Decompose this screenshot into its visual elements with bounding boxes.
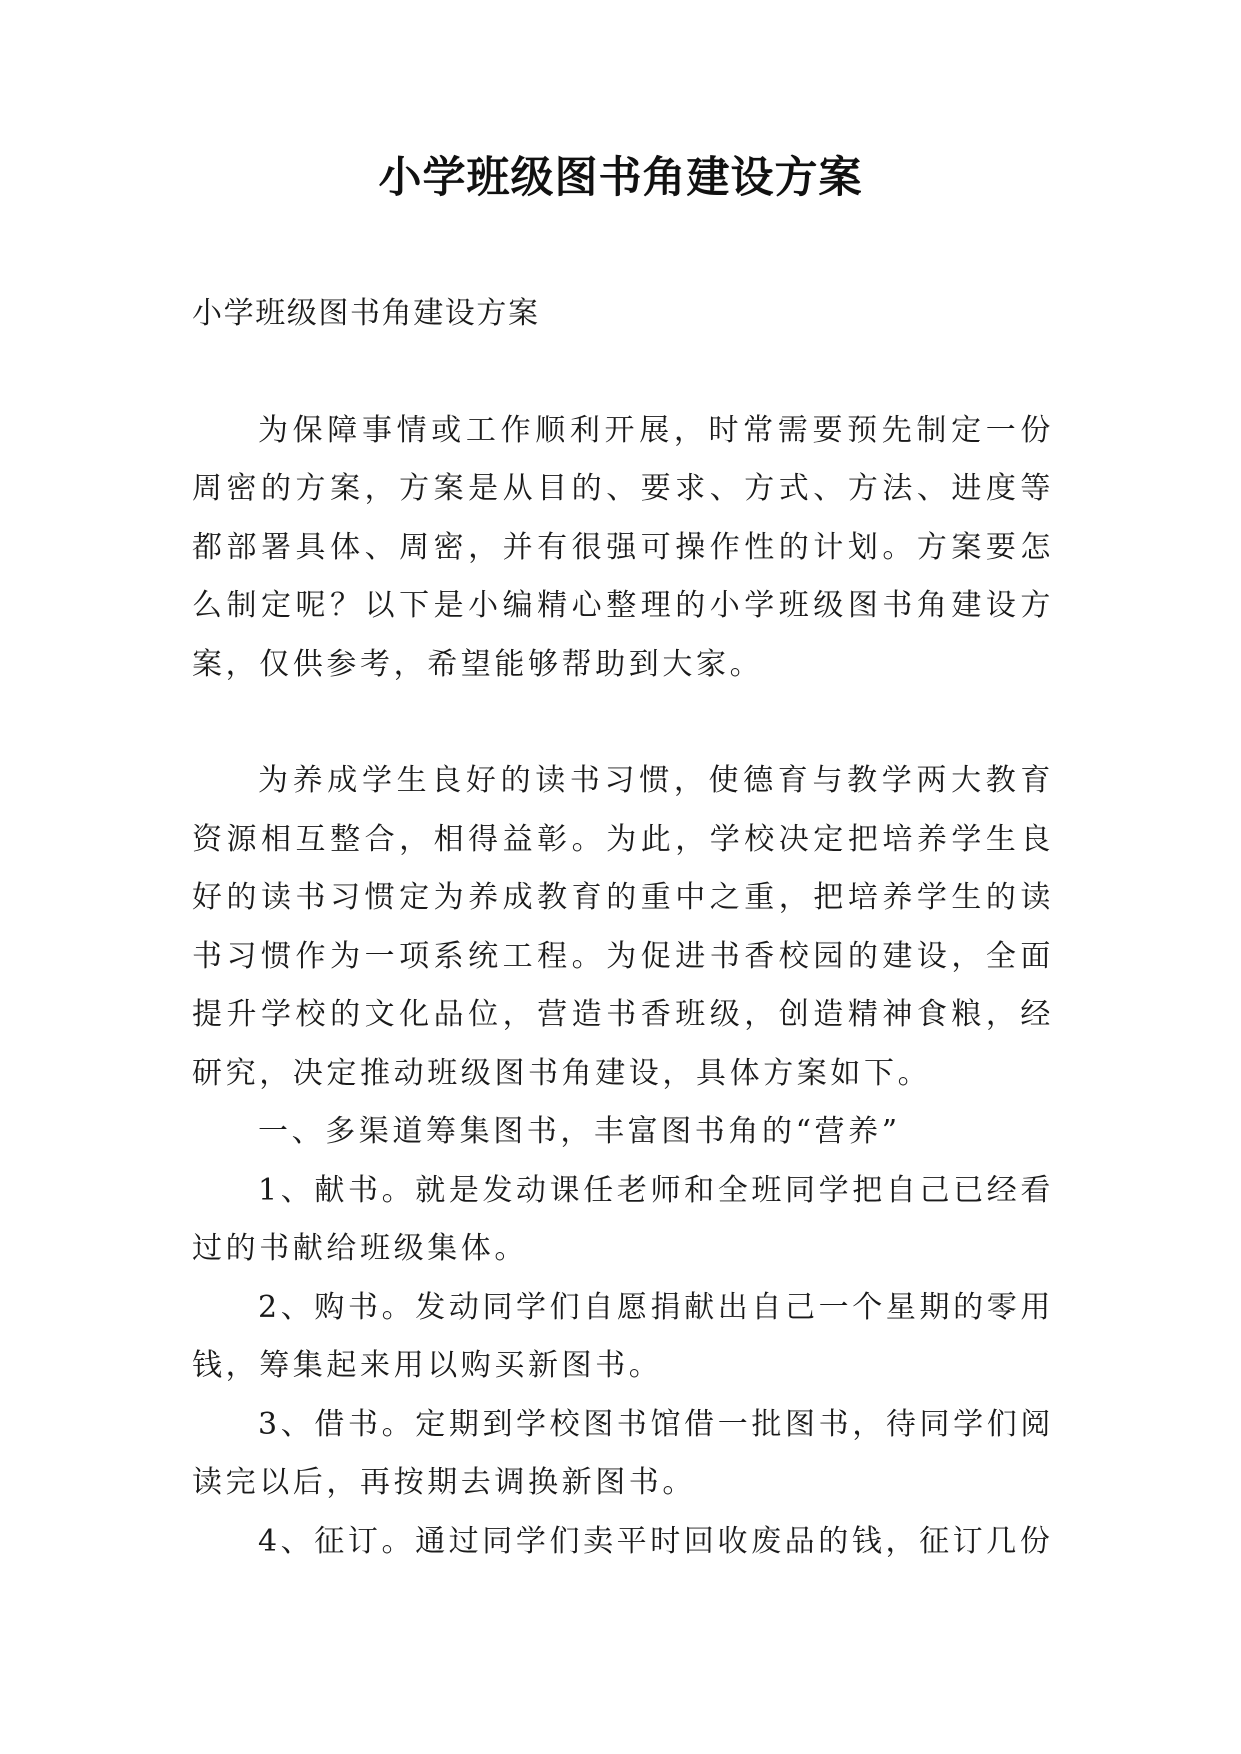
document-body	[192, 285, 1054, 1571]
list-item-donate: 1、献书。就是发动课任老师和全班同学把自己已经看过的书献给班级集体。	[192, 1172, 1054, 1266]
paragraph-spacer	[192, 694, 1054, 752]
list-item-borrow: 3、借书。定期到学校图书馆借一批图书，待同学们阅读完以后，再按期去调换新图书。	[192, 1406, 1054, 1500]
list-item-purchase: 2、购书。发动同学们自愿捐献出自己一个星期的零用钱，筹集起来用以购买新图书。	[192, 1289, 1054, 1383]
paragraph-intro: 为保障事情或工作顺利开展，时常需要预先制定一份周密的方案，方案是从目的、要求、方式、方法、进度等都部署具体、周密，并有很强可操作性的计划。方案要怎么制定呢？以下是小编精心整理的小学班级图书角建设方案，仅供参考，希望能够帮助到大家。	[192, 412, 1054, 682]
document-subtitle: 小学班级图书角建设方案	[192, 296, 540, 331]
paragraph-spacer	[192, 344, 1054, 402]
paragraph-purpose: 为养成学生良好的读书习惯，使德育与教学两大教育资源相互整合，相得益彰。为此，学校决定把培养学生良好的读书习惯定为养成教育的重中之重，把培养学生的读书习惯作为一项系统工程。为促进书香校园的建设，全面提升学校的文化品位，营造书香班级，创造精神食粮，经研究，决定推动班级图书角建设，具体方案如下。	[192, 763, 1054, 1091]
list-item-subscribe: 4、征订。通过同学们卖平时回收废品的钱，征订几份	[258, 1523, 1054, 1559]
section-heading-1: 一、多渠道筹集图书，丰富图书角的“营养”	[258, 1114, 901, 1149]
document-title: 小学班级图书角建设方案	[378, 153, 863, 203]
